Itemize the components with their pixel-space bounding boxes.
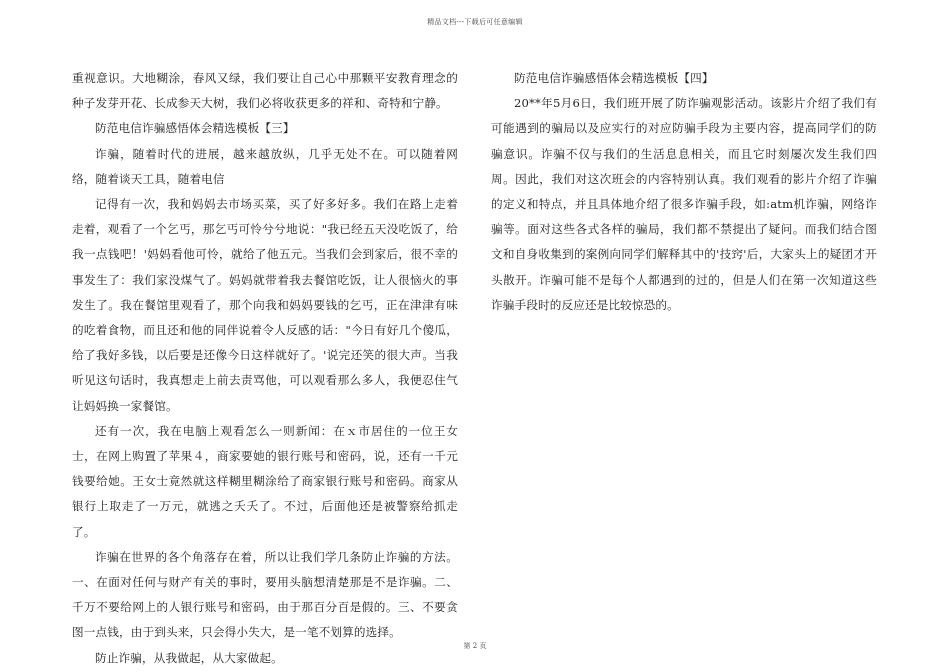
right-column xyxy=(491,66,877,318)
document-header: 精品文档---下载后可任意编辑 xyxy=(427,18,523,26)
paragraph: 20**年5月6日，我们班开展了防诈骗观影活动。该影片介绍了我们有可能遇到的骗局以及应实行的对应防骗手段为主要内容，提高同学们的防骗意识。诈骗不仅与我们的生活息息相关，而且它时刻屡次发生我们四周。因此，我们对这次班会的内容特别认真。我们观看的影片介绍了诈骗的定义和特点，并且具体地介绍了很多诈骗手段，如:atm机诈骗，网络诈骗等。面对这些各式各样的骗局，我们都不禁提出了疑问。而我们结合图文和自身收集到的案例向同学们解释其中的'技窍'后，大家头上的疑团才开头散开。诈骗可能不是每个人都遇到的过的，但是人们在第一次知道这些诈骗手段时的反应还是比较惊恐的。 xyxy=(491,96,877,312)
paragraph: 重视意识。大地糊涂，春风又绿，我们要让自己心中那颗平安教育理念的种子发芽开花、长成参天大树，我们必将收获更多的祥和、奇特和宁静。 xyxy=(72,71,458,111)
paragraph: 诈骗，随着时代的进展，越来越放纵，几乎无处不在。可以随着网络，随着谈天工具，随着电信 xyxy=(72,146,458,186)
section-heading-four: 防范电信诈骗感悟体会精选模板【四】 xyxy=(514,71,714,85)
section-heading-three: 防范电信诈骗感悟体会精选模板【三】 xyxy=(95,121,295,136)
paragraph: 还有一次，我在电脑上观看怎么一则新闻：在ｘ市居住的一位王女士，在网上购置了苹果４，商家要她的银行账号和密码，说，还有一千元钱要给她。王女士竟然就这样糊里糊涂给了商家银行账号和密码。商家从银行上取走了一万元，就逃之夭夭了。不过，后面他还是被警察给抓走了。 xyxy=(72,423,458,539)
page-number: 第 2 页 xyxy=(463,642,487,650)
paragraph: 记得有一次，我和妈妈去市场买菜，买了好多好多。我们在路上走着走着，观看了一个乞丐，那乞丐可怜兮兮地说："我已经五天没吃饭了，给我一点钱吧！'妈妈看他可怜，就给了他五元。当我们会到家后，很不幸的事发生了：我们家没煤气了。妈妈就带着我去餐馆吃饭，让人很恼火的事发生了。我在餐馆里观看了，那个向我和妈妈要钱的乞丐，正在津津有味的吃着食物，而且还和他的同伴说着令人反感的话："今日有好几个傻瓜，给了我好多钱，以后要是还像今日这样就好了。'说完还笑的很大声。当我听见这句话时，我真想走上前去责骂他，可以观看那么多人，我便忍住气让妈妈换一家餐馆。 xyxy=(72,197,458,413)
paragraph: 防止诈骗，从我做起，从大家做起。 xyxy=(95,650,283,665)
paragraph: 诈骗在世界的各个角落存在着，所以让我们学几条防止诈骗的方法。一、在面对任何与财产有关的事时，要用头脑想清楚那是不是诈骗。二、千万不要给网上的人银行账号和密码，由于那百分百是假的。三、不要贪图一点钱，由于到头来，只会得小失大，是一笔不划算的选择。 xyxy=(72,549,458,640)
left-column xyxy=(72,66,458,671)
